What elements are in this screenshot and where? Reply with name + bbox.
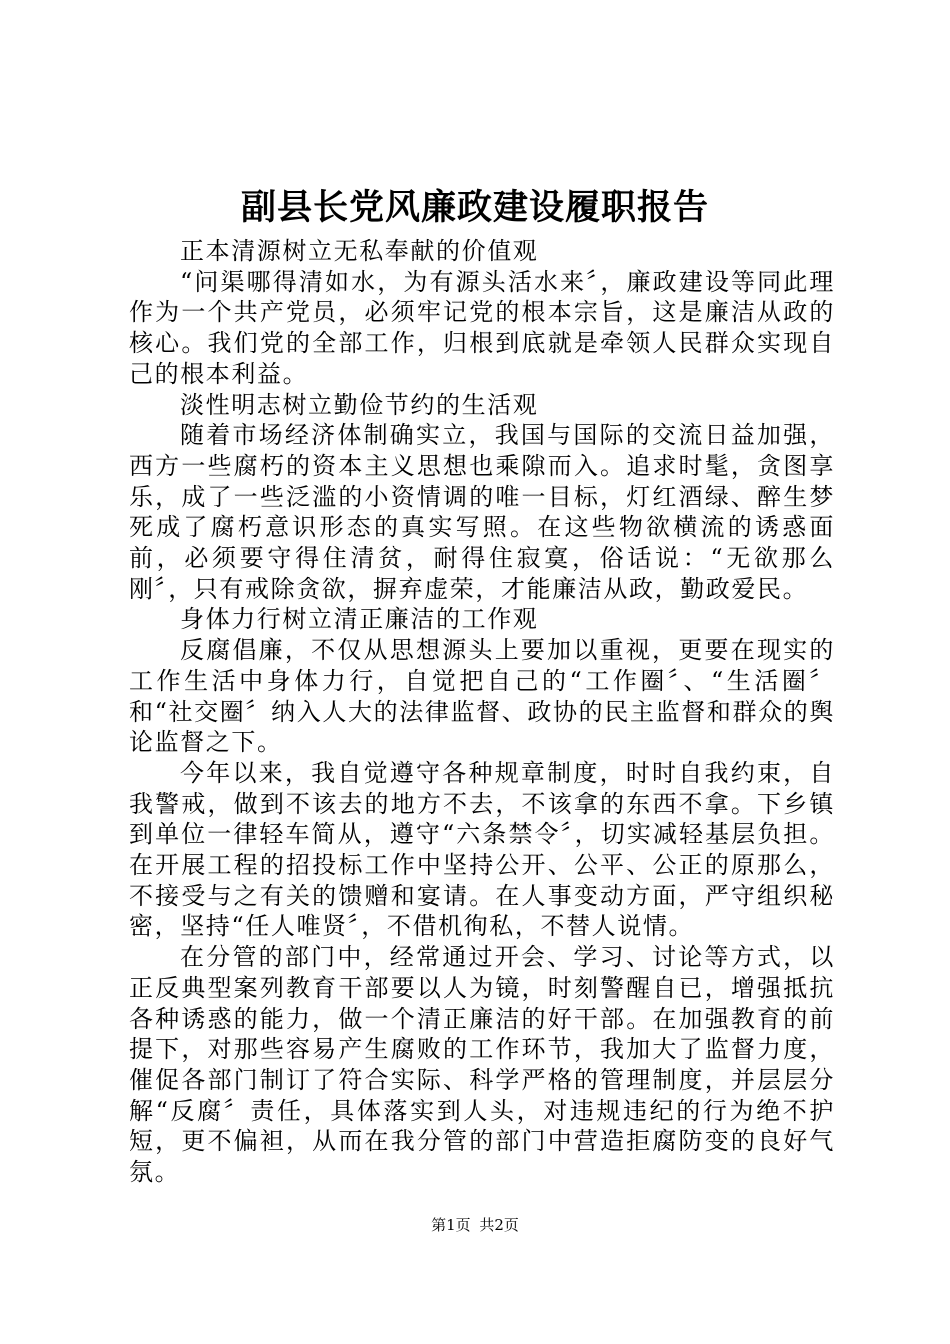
page-number: 第1页	[431, 1216, 471, 1234]
paragraph: 今年以来，我自觉遵守各种规章制度，时时自我约束，自我警戒，做到不该去的地方不去，不该拿的东西不拿。下乡镇到单位一律轻车简从，遵守“六条禁令〞，切实减轻基层负担。在开展工程的招投标工作中坚持公开、公平、公正的原那么，不接受与之有关的馈赠和宴请。在人事变动方面，严守组织秘密，坚持“任人唯贤〞，不借机徇私，不替人说情。	[129, 758, 835, 941]
paragraph: “问渠哪得清如水，为有源头活水来〞，廉政建设等同此理作为一个共产党员，必须牢记党的根本宗旨，这是廉洁从政的核心。我们党的全部工作，归根到底就是牵领人民群众实现自己的根本利益。	[129, 267, 835, 388]
paragraph: 随着市场经济体制确实立，我国与国际的交流日益加强，西方一些腐朽的资本主义思想也乘隙而入。追求时髦，贪图享乐，成了一些泛滥的小资情调的唯一目标，灯红酒绿、醉生梦死成了腐朽意识形态的真实写照。在这些物欲横流的诱惑面前，必须要守得住清贫，耐得住寂寞，俗话说：“无欲那么刚〞，只有戒除贪欲，摒弃虚荣，才能廉洁从政，勤政爱民。	[129, 421, 835, 603]
document-body	[129, 236, 835, 1188]
page-total: 共2页	[479, 1216, 519, 1234]
page-footer	[0, 1215, 950, 1235]
paragraph: 在分管的部门中，经常通过开会、学习、讨论等方式，以正反典型案列教育干部要以人为镜，时刻警醒自已，增强抵抗各种诱惑的能力，做一个清正廉洁的好干部。在加强教育的前提下，对那些容易产生腐败的工作环节，我加大了监督力度，催促各部门制订了符合实际、科学严格的管理制度，并层层分解“反腐〞责任，具体落实到人头，对违规违纪的行为绝不护短，更不偏袒，从而在我分管的部门中营造拒腐防变的良好气氛。	[129, 943, 835, 1187]
paragraph: 反腐倡廉，不仅从思想源头上要加以重视，更要在现实的工作生活中身体力行，自觉把自己的“工作圈〞、“生活圈〞和“社交圈〞纳入人大的法律监督、政协的民主监督和群众的舆论监督之下。	[129, 636, 835, 757]
section-heading: 正本清源树立无私奉献的价值观	[180, 237, 539, 265]
section-heading: 身体力行树立清正廉洁的工作观	[180, 605, 539, 634]
section-heading: 淡性明志树立勤俭节约的生活观	[180, 390, 539, 419]
document-title: 副县长党风廉政建设履职报告	[240, 187, 709, 228]
